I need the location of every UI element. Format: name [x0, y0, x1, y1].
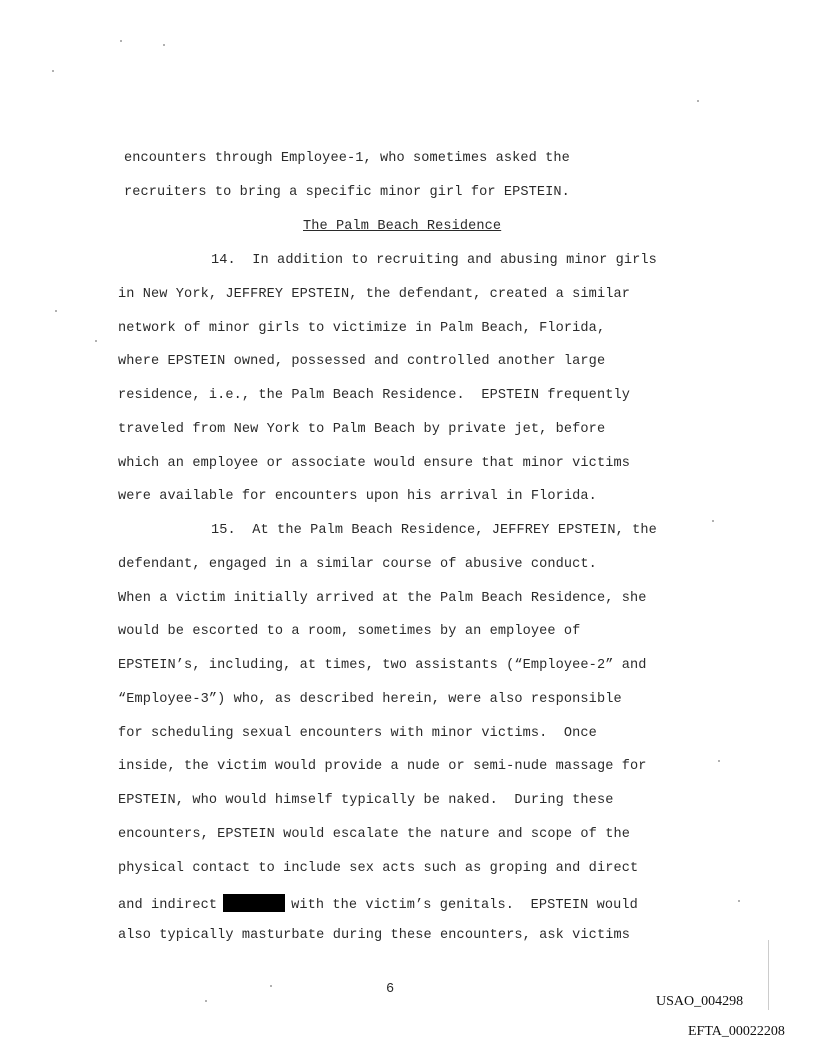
body-line-redacted: [118, 894, 638, 914]
body-line: where EPSTEIN owned, possessed and controlled another large: [118, 354, 606, 369]
bates-efta: EFTA_00022208: [688, 1024, 785, 1039]
scan-speck: [52, 70, 54, 72]
line-part-after-redaction: with the victim’s genitals. EPSTEIN would: [291, 898, 638, 913]
body-line: which an employee or associate would ensure that minor victims: [118, 456, 630, 471]
redaction-box: [223, 894, 285, 912]
scan-speck: [205, 1000, 207, 1002]
paragraph-14-start: 14. In addition to recruiting and abusing minor girls: [211, 253, 657, 268]
body-line: “Employee-3”) who, as described herein, were also responsible: [118, 692, 622, 707]
body-line: were available for encounters upon his arrival in Florida.: [118, 489, 597, 504]
body-line: defendant, engaged in a similar course of abusive conduct.: [118, 557, 597, 572]
body-line: physical contact to include sex acts such as groping and direct: [118, 861, 639, 876]
body-line: EPSTEIN’s, including, at times, two assistants (“Employee-2” and: [118, 658, 647, 673]
section-heading: The Palm Beach Residence: [303, 219, 502, 234]
body-line: EPSTEIN, who would himself typically be naked. During these: [118, 793, 614, 808]
body-line: encounters through Employee-1, who sometimes asked the: [124, 151, 570, 166]
scan-speck: [120, 40, 122, 42]
body-line: encounters, EPSTEIN would escalate the nature and scope of the: [118, 827, 630, 842]
page-number: 6: [386, 982, 395, 997]
scan-speck: [163, 44, 165, 46]
body-line: traveled from New York to Palm Beach by private jet, before: [118, 422, 606, 437]
body-line: residence, i.e., the Palm Beach Residence. EPSTEIN frequently: [118, 388, 630, 403]
scan-speck: [55, 310, 57, 312]
line-part-before-redaction: and indirect: [118, 898, 218, 913]
paragraph-15-start: 15. At the Palm Beach Residence, JEFFREY EPSTEIN, the: [211, 523, 657, 538]
body-line: recruiters to bring a specific minor girl for EPSTEIN.: [124, 185, 570, 200]
body-line: also typically masturbate during these encounters, ask victims: [118, 928, 630, 943]
body-line: in New York, JEFFREY EPSTEIN, the defendant, created a similar: [118, 287, 630, 302]
scan-speck: [712, 520, 714, 522]
scan-speck: [738, 900, 740, 902]
bates-usao: USAO_004298: [656, 994, 744, 1009]
body-line: When a victim initially arrived at the Palm Beach Residence, she: [118, 591, 647, 606]
scan-speck: [718, 760, 720, 762]
body-line: would be escorted to a room, sometimes by an employee of: [118, 624, 581, 639]
scan-edge-mark: [768, 940, 769, 1010]
scan-speck: [95, 340, 97, 342]
body-line: inside, the victim would provide a nude or semi-nude massage for: [118, 759, 647, 774]
body-line: for scheduling sexual encounters with minor victims. Once: [118, 726, 597, 741]
body-line: network of minor girls to victimize in Palm Beach, Florida,: [118, 321, 606, 336]
scan-speck: [270, 985, 272, 987]
scan-speck: [697, 100, 699, 102]
